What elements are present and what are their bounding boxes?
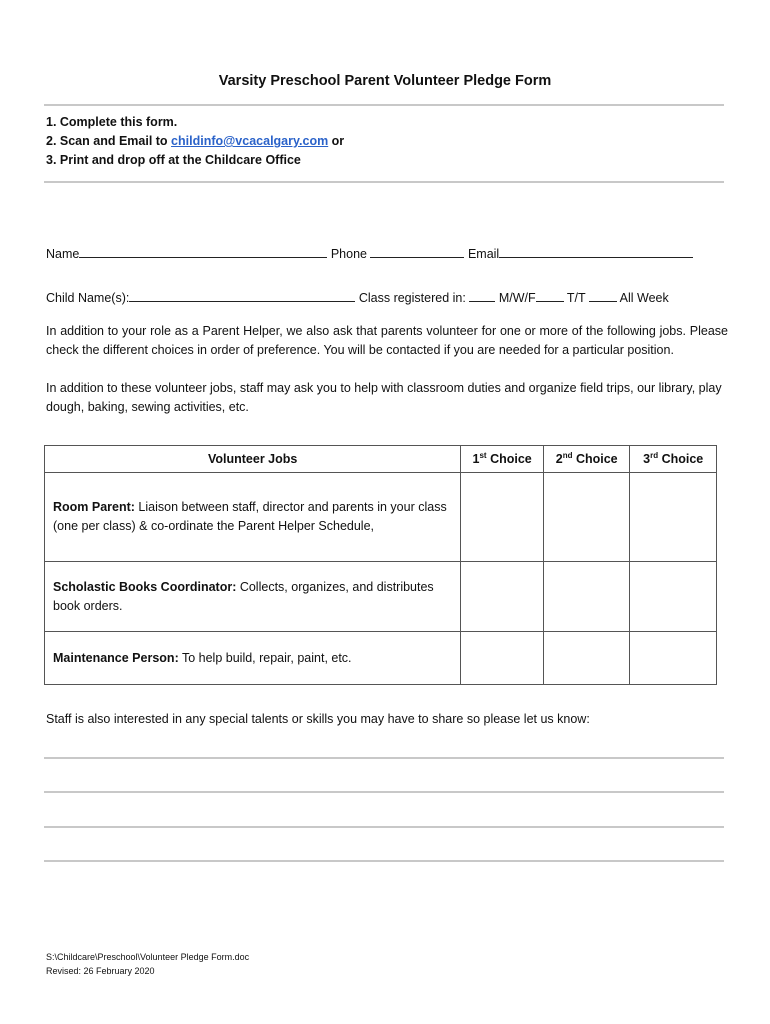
job-description: To help build, repair, paint, etc. bbox=[178, 650, 352, 665]
job-title: Scholastic Books Coordinator: bbox=[53, 579, 237, 594]
class-mwf-blank[interactable] bbox=[469, 289, 495, 302]
table-row bbox=[45, 473, 717, 562]
choice-3-cell[interactable] bbox=[630, 632, 717, 685]
email-field[interactable] bbox=[499, 245, 693, 258]
footer bbox=[46, 950, 249, 978]
phone-field[interactable] bbox=[370, 245, 464, 258]
choice-1-cell[interactable] bbox=[461, 632, 544, 685]
divider bbox=[44, 181, 724, 183]
header-choice-1 bbox=[461, 446, 544, 473]
choice-3-cell[interactable] bbox=[630, 562, 717, 632]
phone-label: Phone bbox=[330, 247, 367, 261]
name-field[interactable] bbox=[79, 245, 327, 258]
choice-2-cell[interactable] bbox=[543, 473, 630, 562]
job-scholastic-books bbox=[45, 562, 461, 632]
step-2 bbox=[46, 132, 344, 151]
step-2-suffix: or bbox=[328, 134, 345, 148]
job-description: Liaison between staff, director and parents in your class (one per class) & co-ordinate the Parent Helper Schedule, bbox=[53, 500, 447, 533]
step-2-prefix: 2. Scan and Email to bbox=[46, 134, 172, 148]
job-description: Collects, organizes, and distributes book orders. bbox=[53, 579, 434, 613]
choice-3-word: Choice bbox=[658, 452, 704, 467]
volunteer-jobs-table bbox=[44, 445, 717, 685]
choice-2-cell[interactable] bbox=[543, 562, 630, 632]
class-label: Class registered in: bbox=[358, 291, 466, 305]
header-volunteer-jobs: Volunteer Jobs bbox=[45, 446, 461, 473]
step-3: 3. Print and drop off at the Childcare Office bbox=[46, 153, 301, 167]
choice-2-num: 2 bbox=[555, 452, 563, 467]
form-title: Varsity Preschool Parent Volunteer Pledge Form bbox=[218, 73, 552, 89]
choice-2-sup: nd bbox=[562, 451, 573, 461]
class-all-blank[interactable] bbox=[589, 289, 617, 302]
class-tt-label: T/T bbox=[566, 291, 586, 305]
divider bbox=[44, 104, 724, 106]
table-row bbox=[45, 632, 717, 685]
choice-1-sup: st bbox=[479, 451, 487, 461]
job-maintenance bbox=[45, 632, 461, 685]
contact-fields-row bbox=[46, 245, 693, 262]
choice-2-cell[interactable] bbox=[543, 632, 630, 685]
header-choice-3 bbox=[630, 446, 717, 473]
step-1: 1. Complete this form. bbox=[46, 115, 178, 129]
choice-3-cell[interactable] bbox=[630, 473, 717, 562]
choice-1-num: 1 bbox=[472, 452, 480, 467]
email-label: Email bbox=[467, 247, 500, 261]
child-class-row bbox=[46, 289, 669, 306]
choice-1-word: Choice bbox=[486, 452, 532, 467]
choice-1-cell[interactable] bbox=[461, 562, 544, 632]
write-in-line[interactable] bbox=[44, 757, 724, 759]
choice-3-sup: rd bbox=[650, 451, 659, 461]
table-header-row bbox=[45, 446, 717, 473]
child-label: Child Name(s): bbox=[46, 291, 130, 305]
footer-path: S:\Childcare\Preschool\Volunteer Pledge Form.doc bbox=[46, 952, 250, 962]
write-in-line[interactable] bbox=[44, 860, 724, 862]
class-tt-blank[interactable] bbox=[536, 289, 564, 302]
header-choice-2 bbox=[543, 446, 630, 473]
choice-2-word: Choice bbox=[572, 452, 618, 467]
class-all-label: All Week bbox=[619, 291, 669, 305]
intro-paragraph-2: In addition to these volunteer jobs, staff may ask you to help with classroom duties and organize field trips, our library, play dough, baking, sewing activities, etc. bbox=[46, 381, 722, 414]
email-link[interactable]: childinfo@vcacalgary.com bbox=[171, 134, 329, 148]
intro-paragraph: In addition to your role as a Parent Helper, we also ask that parents volunteer for one or more of the following jobs. Please check the different choices in order of preference. You will be contacted if you are needed for a particular position. bbox=[46, 324, 728, 357]
job-title: Room Parent: bbox=[53, 500, 135, 514]
job-title: Maintenance Person: bbox=[53, 650, 179, 665]
instructions bbox=[46, 113, 344, 170]
child-name-field[interactable] bbox=[129, 289, 355, 302]
table-row bbox=[45, 562, 717, 632]
job-room-parent bbox=[45, 473, 461, 562]
write-in-line[interactable] bbox=[44, 826, 724, 828]
class-mwf-label: M/W/F bbox=[498, 291, 536, 305]
footer-revised: Revised: 26 February 2020 bbox=[46, 966, 155, 976]
write-in-line[interactable] bbox=[44, 791, 724, 793]
choice-3-num: 3 bbox=[643, 452, 651, 467]
choice-1-cell[interactable] bbox=[461, 473, 544, 562]
staff-note: Staff is also interested in any special talents or skills you may have to share so please let us know: bbox=[46, 712, 590, 726]
name-label: Name bbox=[46, 247, 80, 261]
